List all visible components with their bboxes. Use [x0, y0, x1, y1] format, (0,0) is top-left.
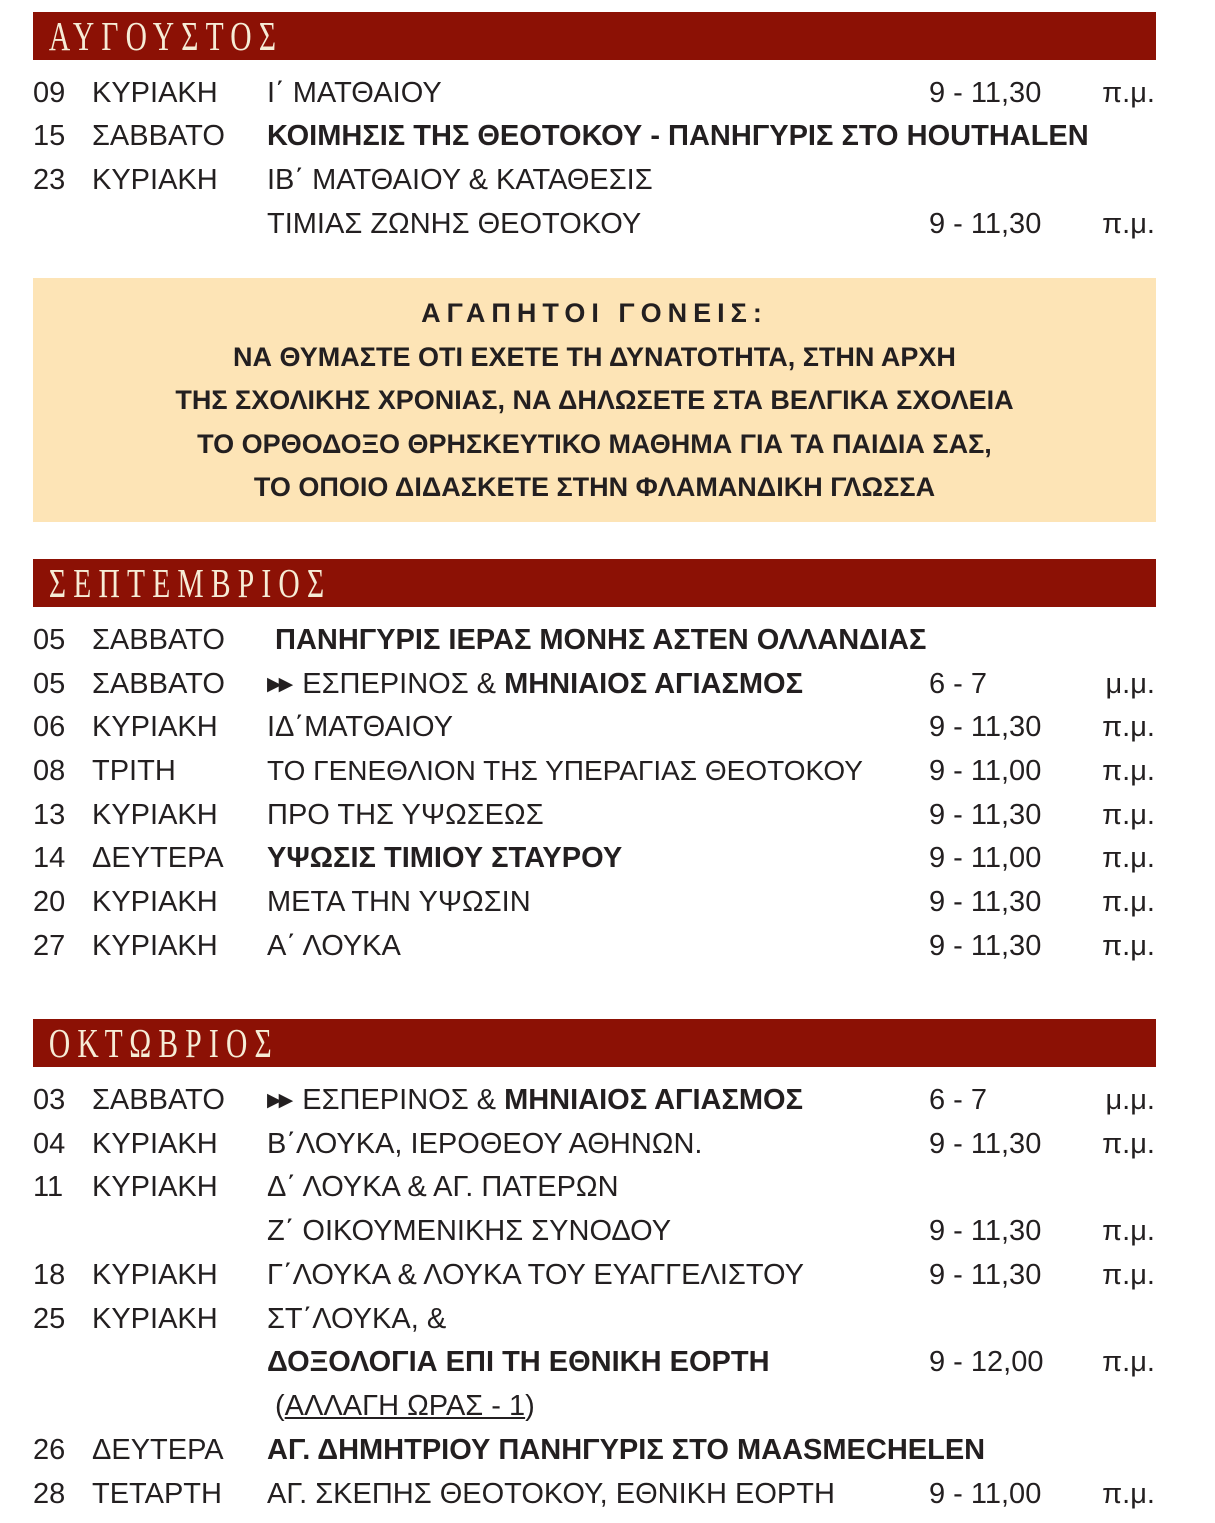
notice-line: ΤΗΣ ΣΧΟΛΙΚΗΣ ΧΡΟΝΙΑΣ, ΝΑ ΔΗΛΩΣΕΤΕ ΣΤΑ ΒΕΛΓΙΚΑ ΣΧΟΛΕΙΑ — [175, 385, 1014, 415]
am-pm: π.μ. — [1102, 1478, 1155, 1510]
schedule-row-note — [0, 1386, 1215, 1426]
schedule-row — [0, 1299, 1215, 1339]
day-number: 25 — [33, 1303, 66, 1335]
time-change-note — [275, 1386, 535, 1426]
event-name: ΠΑΝΗΓΥΡΙΣ ΙΕΡΑΣ ΜΟΝΗΣ ΑΣΤΕΝ ΟΛΛΑΝΔΙΑΣ — [275, 624, 927, 656]
event-name: Γ΄ΛΟΥΚΑ & ΛΟΥΚΑ ΤΟΥ ΕΥΑΓΓΕΛΙΣΤΟΥ — [267, 1259, 805, 1291]
month-title: ΟΚΤΩΒΡΙΟΣ — [48, 1020, 279, 1066]
event-name: ΙΒ΄ ΜΑΤΘΑΙΟΥ & ΚΑΤΑΘΕΣΙΣ — [267, 164, 653, 196]
event-name: ΙΔ΄ΜΑΤΘΑΙΟΥ — [267, 711, 454, 743]
service-time: 9 - 12,00 — [929, 1346, 1044, 1378]
event-name: ΣΤ΄ΛΟΥΚΑ, & — [267, 1303, 447, 1335]
event-name: ΑΓ. ΣΚΕΠΗΣ ΘΕΟΤΟΚΟΥ, ΕΘΝΙΚΗ ΕΟΡΤΗ — [267, 1478, 835, 1510]
service-time: 9 - 11,30 — [929, 77, 1042, 109]
double-arrow-icon: ▶▶ — [267, 1090, 291, 1111]
service-time: 9 - 11,30 — [929, 208, 1042, 240]
am-pm: π.μ. — [1102, 208, 1155, 240]
event-name: Ι΄ ΜΑΤΘΑΙΟΥ — [267, 77, 442, 109]
weekday: ΣΑΒΒΑΤΟ — [92, 668, 225, 700]
service-time: 6 - 7 — [929, 1084, 988, 1116]
day-number: 03 — [33, 1084, 66, 1116]
day-number: 13 — [33, 799, 66, 831]
event-name: Α΄ ΛΟΥΚΑ — [267, 930, 401, 962]
day-number: 27 — [33, 930, 66, 962]
notice-title: ΑΓΑΠΗΤΟΙ ΓΟΝΕΙΣ: — [421, 298, 768, 328]
schedule-row — [0, 116, 1215, 156]
schedule-row — [0, 160, 1215, 200]
am-pm: π.μ. — [1102, 711, 1155, 743]
day-number: 05 — [33, 668, 66, 700]
day-number: 14 — [33, 842, 66, 874]
notice-line: ΤΟ ΟΡΘΟΔΟΞΟ ΘΡΗΣΚΕΥΤΙΚΟ ΜΑΘΗΜΑ ΓΙΑ ΤΑ ΠΑΙΔΙΑ ΣΑΣ, — [197, 429, 992, 459]
weekday: ΔΕΥΤΕΡΑ — [92, 1434, 224, 1466]
schedule-row — [0, 620, 1215, 660]
schedule-row — [0, 1430, 1215, 1470]
event-name: Β΄ΛΟΥΚΑ, ΙΕΡΟΘΕΟΥ ΑΘΗΝΩΝ. — [267, 1128, 703, 1160]
note-paren-open: ( — [275, 1390, 285, 1422]
event-name — [267, 1080, 803, 1121]
notice-line: ΝΑ ΘΥΜΑΣΤΕ ΟΤΙ ΕΧΕΤΕ ΤΗ ΔΥΝΑΤΟΤΗΤΑ, ΣΤΗΝ ΑΡΧΗ — [233, 342, 956, 372]
day-number: 26 — [33, 1434, 66, 1466]
schedule-row — [0, 751, 1215, 791]
weekday: ΤΡΙΤΗ — [92, 755, 176, 787]
event-bold: ΜΗΝΙΑΙΟΣ ΑΓΙΑΣΜΟΣ — [504, 668, 804, 700]
weekday: ΚΥΡΙΑΚΗ — [92, 1128, 218, 1160]
weekday: ΚΥΡΙΑΚΗ — [92, 711, 218, 743]
am-pm: π.μ. — [1102, 1215, 1155, 1247]
schedule-row — [0, 707, 1215, 747]
service-time: 9 - 11,00 — [929, 1478, 1042, 1510]
schedule-row — [0, 926, 1215, 966]
am-pm: π.μ. — [1102, 930, 1155, 962]
schedule-row — [0, 838, 1215, 878]
am-pm: π.μ. — [1102, 755, 1155, 787]
event-name: ΑΓ. ΔΗΜΗΤΡΙΟΥ ΠΑΝΗΓΥΡΙΣ ΣΤΟ MAASMECHELEN — [267, 1434, 986, 1466]
am-pm: π.μ. — [1102, 1346, 1155, 1378]
schedule-row — [0, 882, 1215, 922]
event-name: ΥΨΩΣΙΣ ΤΙΜΙΟΥ ΣΤΑΥΡΟΥ — [267, 842, 623, 874]
event-name: Ζ΄ ΟΙΚΟΥΜΕΝΙΚΗΣ ΣΥΝΟΔΟΥ — [267, 1215, 672, 1247]
schedule-row — [0, 1080, 1215, 1120]
weekday: ΤΕΤΑΡΤΗ — [92, 1478, 222, 1510]
day-number: 11 — [33, 1171, 64, 1203]
event-name: ΠΡΟ ΤΗΣ ΥΨΩΣΕΩΣ — [267, 799, 544, 831]
day-number: 28 — [33, 1478, 66, 1510]
schedule-row — [0, 1124, 1215, 1164]
schedule-row-continuation — [0, 204, 1215, 244]
event-name: Δ΄ ΛΟΥΚΑ & ΑΓ. ΠΑΤΕΡΩΝ — [267, 1171, 619, 1203]
weekday: ΚΥΡΙΑΚΗ — [92, 1303, 218, 1335]
schedule-row — [0, 664, 1215, 704]
service-time: 9 - 11,30 — [929, 1215, 1042, 1247]
month-header-october — [33, 1019, 1156, 1067]
day-number: 09 — [33, 77, 66, 109]
month-header-september — [33, 559, 1156, 607]
month-header-august — [33, 12, 1156, 60]
day-number: 15 — [33, 120, 66, 152]
event-prefix: ΕΣΠΕΡΙΝΟΣ & — [302, 668, 505, 700]
event-name: ΔΟΞΟΛΟΓΙΑ ΕΠΙ ΤΗ ΕΘΝΙΚΗ ΕΟΡΤΗ — [267, 1346, 770, 1378]
am-pm: π.μ. — [1102, 842, 1155, 874]
note-paren-close: ) — [525, 1390, 535, 1422]
note-text: ΑΛΛΑΓΗ ΩΡΑΣ - 1 — [284, 1390, 526, 1422]
parents-notice-box — [33, 278, 1156, 522]
event-name: ΜΕΤΑ ΤΗΝ ΥΨΩΣΙΝ — [267, 886, 531, 918]
weekday: ΣΑΒΒΑΤΟ — [92, 1084, 225, 1116]
schedule-row — [0, 795, 1215, 835]
schedule-row — [0, 73, 1215, 113]
event-name: ΤΙΜΙΑΣ ΖΩΝΗΣ ΘΕΟΤΟΚΟΥ — [267, 208, 642, 240]
day-number: 18 — [33, 1259, 66, 1291]
notice-line: ΤΟ ΟΠΟΙΟ ΔΙΔΑΣΚΕΤΕ ΣΤΗΝ ΦΛΑΜΑΝΔΙΚΗ ΓΛΩΣΣΑ — [253, 472, 936, 502]
service-time: 9 - 11,30 — [929, 886, 1042, 918]
day-number: 08 — [33, 755, 66, 787]
am-pm: π.μ. — [1102, 1128, 1155, 1160]
schedule-row — [0, 1167, 1215, 1207]
double-arrow-icon: ▶▶ — [267, 674, 291, 695]
am-pm: μ.μ. — [1105, 668, 1155, 700]
day-number: 23 — [33, 164, 66, 196]
am-pm: π.μ. — [1102, 886, 1155, 918]
day-number: 20 — [33, 886, 66, 918]
service-time: 9 - 11,30 — [929, 930, 1042, 962]
weekday: ΚΥΡΙΑΚΗ — [92, 799, 218, 831]
month-title: ΑΥΓΟΥΣΤΟΣ — [48, 13, 284, 59]
schedule-row — [0, 1474, 1215, 1514]
schedule-row-continuation — [0, 1211, 1215, 1251]
weekday: ΚΥΡΙΑΚΗ — [92, 1259, 218, 1291]
weekday: ΣΑΒΒΑΤΟ — [92, 624, 225, 656]
service-time: 9 - 11,00 — [929, 755, 1042, 787]
service-time: 9 - 11,30 — [929, 711, 1042, 743]
am-pm: π.μ. — [1102, 77, 1155, 109]
day-number: 05 — [33, 624, 66, 656]
service-time: 9 - 11,30 — [929, 799, 1042, 831]
service-time: 9 - 11,30 — [929, 1128, 1042, 1160]
event-name: ΚΟΙΜΗΣΙΣ ΤΗΣ ΘΕΟΤΟΚΟΥ - ΠΑΝΗΓΥΡΙΣ ΣΤΟ HOUTHALEN — [267, 120, 1089, 152]
schedule-row — [0, 1255, 1215, 1295]
schedule-row-continuation — [0, 1342, 1215, 1382]
weekday: ΚΥΡΙΑΚΗ — [92, 930, 218, 962]
weekday: ΚΥΡΙΑΚΗ — [92, 164, 218, 196]
weekday: ΚΥΡΙΑΚΗ — [92, 886, 218, 918]
weekday: ΔΕΥΤΕΡΑ — [92, 842, 224, 874]
day-number: 04 — [33, 1128, 66, 1160]
service-time: 9 - 11,30 — [929, 1259, 1042, 1291]
event-prefix: ΕΣΠΕΡΙΝΟΣ & — [302, 1084, 505, 1116]
am-pm: μ.μ. — [1105, 1084, 1155, 1116]
weekday: ΣΑΒΒΑΤΟ — [92, 120, 225, 152]
event-name — [267, 664, 803, 705]
weekday: ΚΥΡΙΑΚΗ — [92, 1171, 218, 1203]
event-name: ΤΟ ΓΕΝΕΘΛΙΟΝ ΤΗΣ ΥΠΕΡΑΓΙΑΣ ΘΕΟΤΟΚΟΥ — [267, 755, 863, 786]
month-title: ΣΕΠΤΕΜΒΡΙΟΣ — [48, 560, 332, 606]
service-time: 9 - 11,00 — [929, 842, 1042, 874]
weekday: ΚΥΡΙΑΚΗ — [92, 77, 218, 109]
day-number: 06 — [33, 711, 66, 743]
event-bold: ΜΗΝΙΑΙΟΣ ΑΓΙΑΣΜΟΣ — [504, 1084, 804, 1116]
service-time: 6 - 7 — [929, 668, 988, 700]
am-pm: π.μ. — [1102, 799, 1155, 831]
am-pm: π.μ. — [1102, 1259, 1155, 1291]
